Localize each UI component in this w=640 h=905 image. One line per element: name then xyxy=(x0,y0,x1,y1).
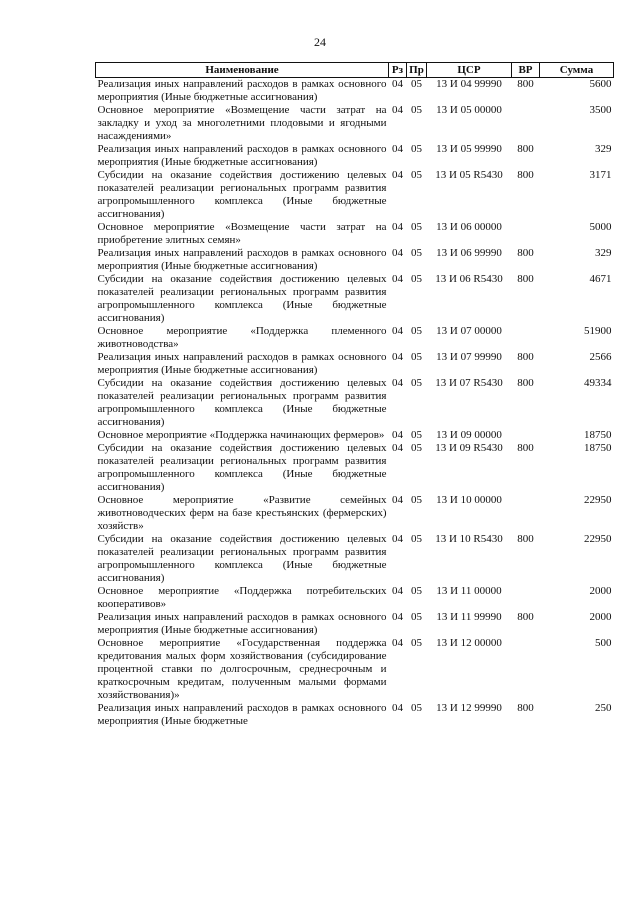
cell-vr: 800 xyxy=(517,351,534,363)
cell-rz: 04 xyxy=(392,221,403,233)
cell-pr: 05 xyxy=(411,702,422,714)
cell-vr: 800 xyxy=(517,611,534,623)
table-row xyxy=(96,221,614,247)
cell-sum: 2000 xyxy=(589,611,612,623)
cell-rz: 04 xyxy=(392,585,403,597)
cell-csr: 13 И 06 99990 xyxy=(436,247,502,259)
cell-csr: 13 И 09 00000 xyxy=(436,429,502,441)
cell-name: Субсидии на оказание содействия достижению целевых показателей реализации региональных программ развития агропромышленного комплекса (Иные бюджетные ассигнования) xyxy=(97,377,387,428)
cell-sum: 3171 xyxy=(589,169,612,181)
cell-vr xyxy=(512,104,540,143)
cell-name: Основное мероприятие «Поддержка начинающих фермеров» xyxy=(97,429,385,441)
cell-pr: 05 xyxy=(411,429,422,441)
cell-pr: 05 xyxy=(411,78,422,90)
cell-rz: 04 xyxy=(392,494,403,506)
cell-rz: 04 xyxy=(392,273,403,285)
cell-pr: 05 xyxy=(411,442,422,454)
cell-csr: 13 И 12 99990 xyxy=(436,702,502,714)
cell-csr: 13 И 11 99990 xyxy=(436,611,502,623)
cell-sum: 51900 xyxy=(584,325,612,337)
page-number: 24 xyxy=(314,35,326,49)
cell-csr: 13 И 12 00000 xyxy=(436,637,502,649)
cell-name: Реализация иных направлений расходов в рамках основного мероприятия (Иные бюджетные ассигнования) xyxy=(97,247,387,272)
table-row xyxy=(96,377,614,429)
cell-pr: 05 xyxy=(411,169,422,181)
cell-name: Основное мероприятие «Государственная поддержка кредитования малых форм хозяйствования (субсидирование процентной ставки по долгосрочным, среднесрочным и краткосрочным кредитам, полученным малыми формами хозяйствования)» xyxy=(97,637,387,701)
cell-name: Реализация иных направлений расходов в рамках основного мероприятия (Иные бюджетные ассигнования) xyxy=(97,611,387,636)
cell-rz: 04 xyxy=(392,611,403,623)
cell-pr: 05 xyxy=(411,273,422,285)
cell-csr: 13 И 05 R5430 xyxy=(435,169,503,181)
cell-name: Субсидии на оказание содействия достижению целевых показателей реализации региональных программ развития агропромышленного комплекса (Иные бюджетные ассигнования) xyxy=(97,273,387,324)
cell-csr: 13 И 06 R5430 xyxy=(435,273,503,285)
cell-csr: 13 И 10 00000 xyxy=(436,494,502,506)
header-rz: Рз xyxy=(389,63,407,78)
cell-sum: 329 xyxy=(595,247,612,259)
table-row xyxy=(96,273,614,325)
cell-rz: 04 xyxy=(392,442,403,454)
cell-name: Субсидии на оказание содействия достижению целевых показателей реализации региональных программ развития агропромышленного комплекса (Иные бюджетные ассигнования) xyxy=(97,533,387,584)
cell-csr: 13 И 04 99990 xyxy=(436,78,502,90)
cell-sum: 2566 xyxy=(589,351,612,363)
cell-rz: 04 xyxy=(392,325,403,337)
cell-name: Реализация иных направлений расходов в рамках основного мероприятия (Иные бюджетные ассигнования) xyxy=(97,143,387,168)
cell-pr: 05 xyxy=(411,247,422,259)
cell-csr: 13 И 05 99990 xyxy=(436,143,502,155)
cell-csr: 13 И 11 00000 xyxy=(436,585,502,597)
cell-rz: 04 xyxy=(392,351,403,363)
cell-vr: 800 xyxy=(517,78,534,90)
cell-name: Реализация иных направлений расходов в рамках основного мероприятия (Иные бюджетные xyxy=(97,702,387,727)
header-sum: Сумма xyxy=(540,63,614,78)
cell-vr: 800 xyxy=(517,533,534,545)
cell-sum: 18750 xyxy=(584,442,612,454)
cell-vr xyxy=(512,325,540,351)
cell-vr xyxy=(512,637,540,702)
cell-pr: 05 xyxy=(411,611,422,623)
cell-rz: 04 xyxy=(392,143,403,155)
table-row xyxy=(96,104,614,143)
budget-table xyxy=(95,62,614,728)
header-csr: ЦСР xyxy=(427,63,512,78)
table-row xyxy=(96,78,614,105)
table-row xyxy=(96,351,614,377)
cell-vr: 800 xyxy=(517,143,534,155)
cell-rz: 04 xyxy=(392,377,403,389)
cell-csr: 13 И 05 00000 xyxy=(436,104,502,116)
cell-rz: 04 xyxy=(392,702,403,714)
cell-pr: 05 xyxy=(411,585,422,597)
table-row xyxy=(96,442,614,494)
table-row xyxy=(96,429,614,442)
header-vr: ВР xyxy=(512,63,540,78)
cell-sum: 3500 xyxy=(589,104,612,116)
cell-sum: 5000 xyxy=(589,221,612,233)
cell-sum: 22950 xyxy=(584,533,612,545)
cell-sum: 18750 xyxy=(584,429,612,441)
cell-csr: 13 И 10 R5430 xyxy=(435,533,503,545)
cell-name: Реализация иных направлений расходов в рамках основного мероприятия (Иные бюджетные ассигнования) xyxy=(97,78,387,103)
cell-rz: 04 xyxy=(392,169,403,181)
cell-vr: 800 xyxy=(517,247,534,259)
cell-name: Основное мероприятие «Поддержка племенного животноводства» xyxy=(97,325,387,350)
cell-rz: 04 xyxy=(392,247,403,259)
cell-sum: 49334 xyxy=(584,377,612,389)
header-name: Наименование xyxy=(96,63,389,78)
cell-pr: 05 xyxy=(411,351,422,363)
cell-csr: 13 И 07 00000 xyxy=(436,325,502,337)
table-row xyxy=(96,169,614,221)
cell-vr xyxy=(512,585,540,611)
cell-sum: 4671 xyxy=(589,273,612,285)
cell-vr xyxy=(512,429,540,442)
cell-name: Субсидии на оказание содействия достижению целевых показателей реализации региональных программ развития агропромышленного комплекса (Иные бюджетные ассигнования) xyxy=(97,169,387,220)
cell-vr: 800 xyxy=(517,442,534,454)
cell-name: Основное мероприятие «Развитие семейных животноводческих ферм на базе крестьянских (фермерских) хозяйств» xyxy=(97,494,387,532)
cell-pr: 05 xyxy=(411,494,422,506)
header-pr: Пр xyxy=(407,63,427,78)
cell-pr: 05 xyxy=(411,325,422,337)
cell-vr: 800 xyxy=(517,169,534,181)
cell-csr: 13 И 07 99990 xyxy=(436,351,502,363)
cell-rz: 04 xyxy=(392,104,403,116)
cell-pr: 05 xyxy=(411,221,422,233)
table-row xyxy=(96,247,614,273)
table-row xyxy=(96,702,614,728)
table-row xyxy=(96,143,614,169)
cell-pr: 05 xyxy=(411,377,422,389)
table-row xyxy=(96,533,614,585)
cell-sum: 329 xyxy=(595,143,612,155)
cell-csr: 13 И 09 R5430 xyxy=(435,442,503,454)
cell-name: Основное мероприятие «Возмещение части затрат на закладку и уход за многолетними плодовыми и ягодными насаждениями» xyxy=(97,104,387,142)
cell-name: Субсидии на оказание содействия достижению целевых показателей реализации региональных программ развития агропромышленного комплекса (Иные бюджетные ассигнования) xyxy=(97,442,387,493)
table-row xyxy=(96,637,614,702)
cell-sum: 5600 xyxy=(589,78,612,90)
table-row xyxy=(96,585,614,611)
cell-sum: 2000 xyxy=(589,585,612,597)
table-body xyxy=(96,78,614,729)
cell-name: Основное мероприятие «Возмещение части затрат на приобретение элитных семян» xyxy=(97,221,387,246)
cell-pr: 05 xyxy=(411,143,422,155)
cell-vr xyxy=(512,494,540,533)
cell-vr xyxy=(512,221,540,247)
cell-rz: 04 xyxy=(392,429,403,441)
cell-sum: 500 xyxy=(595,637,612,649)
cell-pr: 05 xyxy=(411,533,422,545)
cell-rz: 04 xyxy=(392,533,403,545)
cell-name: Реализация иных направлений расходов в рамках основного мероприятия (Иные бюджетные ассигнования) xyxy=(97,351,387,376)
cell-sum: 22950 xyxy=(584,494,612,506)
cell-pr: 05 xyxy=(411,104,422,116)
cell-rz: 04 xyxy=(392,637,403,649)
cell-rz: 04 xyxy=(392,78,403,90)
cell-pr: 05 xyxy=(411,637,422,649)
cell-vr: 800 xyxy=(517,702,534,714)
cell-csr: 13 И 06 00000 xyxy=(436,221,502,233)
cell-csr: 13 И 07 R5430 xyxy=(435,377,503,389)
cell-name: Основное мероприятие «Поддержка потребительских кооперативов» xyxy=(97,585,387,610)
cell-vr: 800 xyxy=(517,273,534,285)
cell-sum: 250 xyxy=(595,702,612,714)
cell-vr: 800 xyxy=(517,377,534,389)
table-row xyxy=(96,494,614,533)
table-row xyxy=(96,611,614,637)
table-row xyxy=(96,325,614,351)
table-header-row xyxy=(96,63,614,78)
